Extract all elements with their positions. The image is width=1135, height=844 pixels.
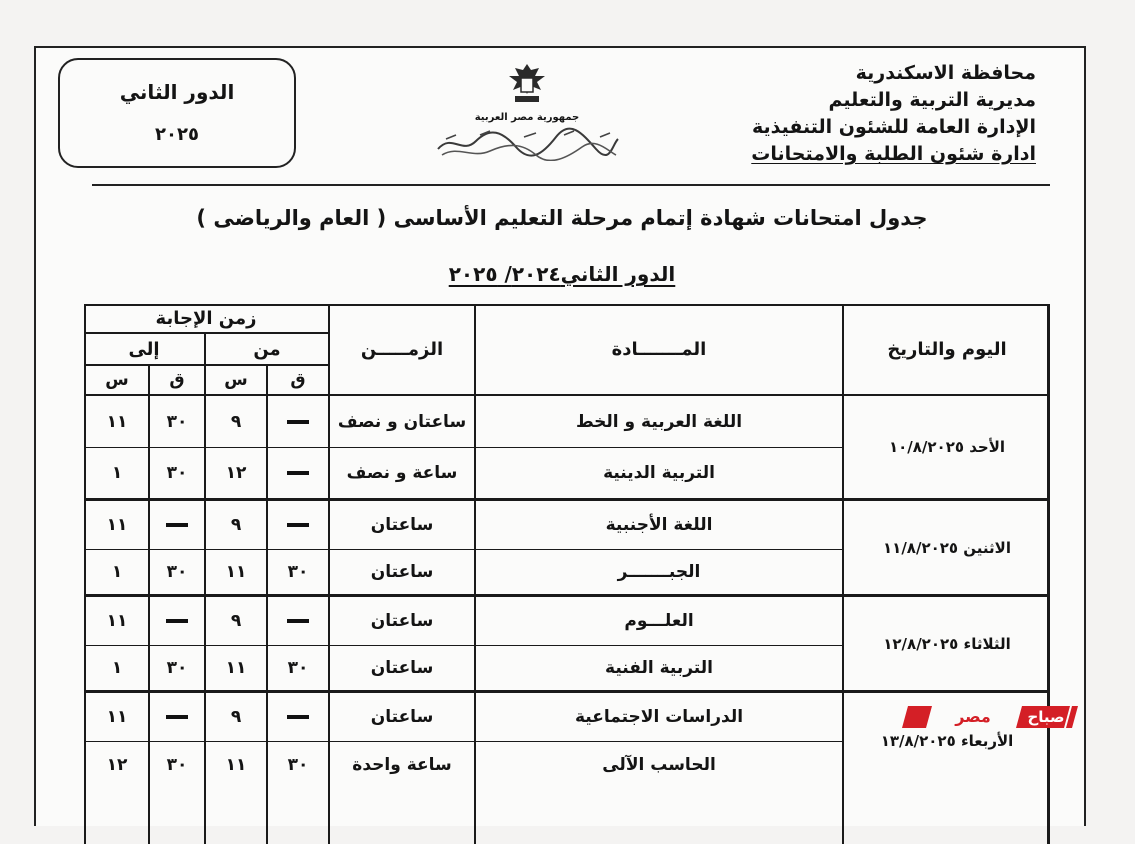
cell-from-m [268, 501, 328, 549]
authority-line-exams-dept: ادارة شئون الطلبة والامتحانات [751, 143, 1036, 165]
cell-duration: ساعتان [370, 561, 434, 582]
cell-to-m: ٣٠ [166, 657, 188, 678]
cell-from-h: ٩ [230, 515, 242, 535]
empty-dash-mark [166, 523, 188, 527]
cell-to-m [150, 501, 204, 549]
cell-duration: ساعتان [370, 657, 434, 678]
header-to-minute: ق [169, 370, 185, 390]
cell-subject: الجبـــــــر [617, 561, 701, 582]
header-from: من [253, 338, 281, 360]
cell-to-m: ٣٠ [166, 462, 188, 483]
cell-duration: ساعة و نصف [346, 462, 458, 483]
cell-to-h: ١١ [106, 707, 128, 727]
header-from-hour: س [224, 370, 248, 390]
header-subject: المـــــــادة [611, 338, 707, 360]
header-to-hour: س [105, 370, 129, 390]
day-label: الاثنين ١١/٨/٢٠٢٥ [883, 538, 1011, 557]
emblem-caption: جمهورية مصر العربية [474, 112, 580, 123]
cell-to-h: ١١ [106, 411, 128, 432]
empty-dash-mark [287, 715, 309, 719]
cell-to-m: ٣٠ [166, 561, 188, 582]
empty-dash-mark [287, 523, 309, 527]
cell-to-h: ١ [111, 462, 123, 483]
watermark-text-masr: مصر [955, 707, 991, 726]
cell-from-h: ١١ [225, 755, 247, 775]
cell-duration: ساعتان [370, 611, 434, 631]
page-subtitle [36, 262, 1088, 286]
cell-to-h: ١١ [106, 611, 128, 631]
cell-to-m [150, 693, 204, 741]
day-label: الأربعاء ١٣/٨/٢٠٢٥ [880, 732, 1014, 750]
exam-schedule-table [84, 304, 1050, 844]
header-to: إلى [128, 338, 160, 360]
authority-line-directorate: مديرية التربية والتعليم [828, 89, 1036, 111]
document-sheet [34, 46, 1086, 826]
cell-subject: التربية الفنية [605, 657, 713, 678]
cell-from-m [268, 447, 328, 498]
cell-to-m: ٣٠ [166, 755, 188, 775]
cell-to-m [150, 597, 204, 645]
header-day-date: اليوم والتاريخ [887, 338, 1007, 360]
subtitle-text: الدور الثاني٢٠٢٤/ ٢٠٢٥ [448, 262, 676, 286]
cell-from-m: ٣٠ [287, 561, 309, 582]
empty-dash-mark [287, 619, 309, 623]
cell-from-m: ٣٠ [287, 657, 309, 678]
empty-dash-mark [287, 420, 309, 424]
authority-line-governorate: محافظة الاسكندرية [855, 62, 1036, 84]
calligraphy-stamp-icon [432, 125, 622, 161]
cell-subject: اللغة الأجنبية [605, 515, 713, 535]
cell-to-h: ١ [111, 657, 123, 678]
eagle-emblem-icon [501, 60, 553, 108]
emblem-block [422, 58, 632, 168]
cell-subject: اللغة العربية و الخط [575, 411, 743, 432]
authority-line-executive-affairs: الإدارة العامة للشئون التنفيذية [751, 116, 1036, 138]
cell-from-h: ١١ [225, 561, 247, 582]
session-box-label: الدور الثاني [119, 80, 235, 104]
cell-from-h: ٩ [230, 611, 242, 631]
cell-subject: العلـــوم [624, 611, 694, 631]
watermark-logo [902, 702, 1082, 732]
cell-to-h: ١ [111, 561, 123, 582]
cell-to-h: ١١ [106, 515, 128, 535]
day-label: الثلاثاء ١٢/٨/٢٠٢٥ [883, 634, 1011, 653]
cell-from-h: ١٢ [225, 462, 247, 483]
page-title: جدول امتحانات شهادة إتمام مرحلة التعليم الأساسى ( العام والرياضى ) [196, 206, 928, 230]
header-from-minute: ق [290, 370, 306, 390]
cell-from-h: ١١ [225, 657, 247, 678]
cell-from-m [268, 693, 328, 741]
cell-to-h: ١٢ [106, 755, 128, 775]
header-divider [92, 184, 1050, 186]
empty-dash-mark [287, 471, 309, 475]
cell-duration: ساعة واحدة [352, 755, 452, 775]
cell-subject: التربية الدينية [603, 462, 715, 483]
cell-duration: ساعتان و نصف [337, 411, 467, 432]
cell-subject: الدراسات الاجتماعية [574, 707, 744, 727]
cell-from-m: ٣٠ [287, 755, 309, 775]
header-duration: الزمـــــن [360, 338, 444, 360]
session-box [58, 58, 296, 168]
cell-from-h: ٩ [230, 411, 242, 432]
watermark-text-sabah: صباح [1027, 708, 1065, 726]
cell-subject: الحاسب الآلى [602, 755, 716, 775]
cell-from-m [268, 396, 328, 447]
cell-from-m [268, 597, 328, 645]
cell-duration: ساعتان [370, 515, 434, 535]
header-answer-time: زمن الإجابة [155, 307, 257, 329]
day-label: الأحد ١٠/٨/٢٠٢٥ [888, 438, 1006, 456]
cell-from-h: ٩ [230, 707, 242, 727]
empty-dash-mark [166, 619, 188, 623]
cell-duration: ساعتان [370, 707, 434, 727]
cell-to-m: ٣٠ [166, 411, 188, 432]
session-box-year: ٢٠٢٥ [155, 124, 199, 145]
authority-block [716, 60, 1036, 168]
empty-dash-mark [166, 715, 188, 719]
